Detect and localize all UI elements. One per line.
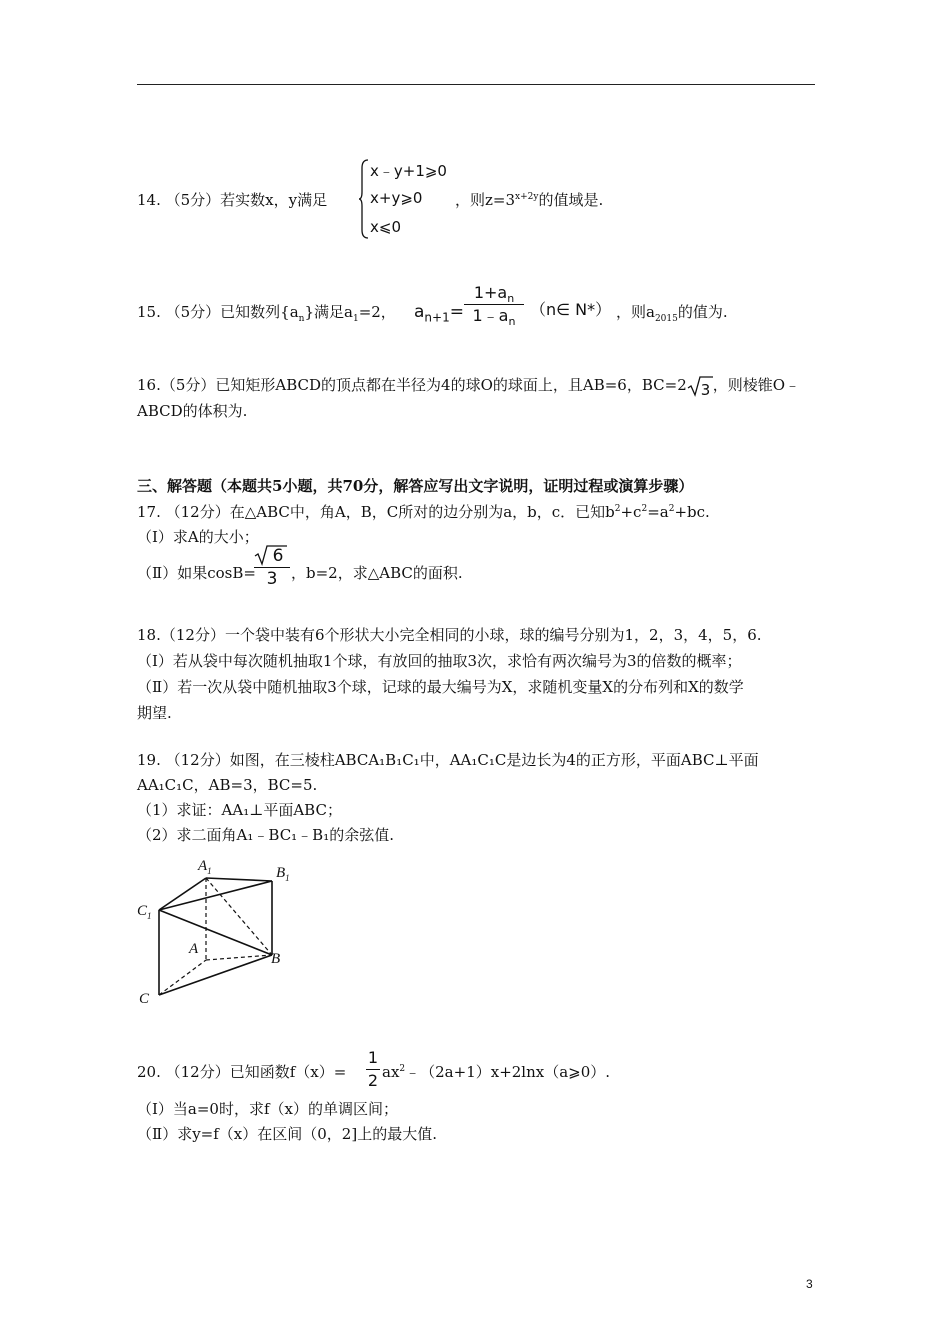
label-a: A: [189, 941, 199, 957]
q20-line-1: 20. （12分）已知函数f（x）=: [137, 1063, 347, 1081]
q20-part-2: （Ⅱ）求y=f（x）在区间（0，2]上的最大值.: [137, 1125, 437, 1143]
q20-part-1: （Ⅰ）当a=0时，求f（x）的单调区间；: [137, 1100, 398, 1118]
q18-line-2: （Ⅰ）若从袋中每次随机抽取1个球，有放回的抽取3次，求恰有两次编号为3的倍数的概率；: [137, 652, 742, 670]
q17-part-2-end: ，b=2，求△ABC的面积.: [291, 564, 463, 582]
fraction-bar: [254, 567, 290, 568]
q17-fraction: [254, 546, 290, 589]
q19-line-2: AA₁C₁C，AB=3，BC=5.: [137, 776, 318, 794]
q19-line-1: 19. （12分）如图，在三棱柱ABCA₁B₁C₁中，AA₁C₁C是边长为4的正方形，平面ABC⊥平面: [137, 751, 759, 769]
q14-suffix-text: ，则z=3: [455, 191, 516, 209]
q15-domain: （n∈ N*）: [530, 300, 612, 319]
q20-frac-den: 2: [367, 1071, 379, 1090]
fraction-bar: [464, 304, 524, 305]
edge-c1-a1: [159, 878, 206, 910]
label-c: C: [139, 991, 150, 1007]
q14-prefix: 14. （5分）若实数x，y满足: [137, 191, 328, 209]
q15-lhs: $a_{n+1}=$: [414, 302, 464, 325]
q15-prefix-b: }满足a: [304, 303, 353, 321]
q14-suffix-end: 的值域是.: [538, 191, 604, 209]
header-rule: [137, 84, 815, 85]
q16-line-2: ABCD的体积为.: [137, 402, 248, 420]
label-b1: $B_1$: [276, 865, 290, 883]
q16-sqrt-value: 3: [700, 381, 711, 399]
fraction-bar: [366, 1069, 380, 1070]
q15-frac-num: $1+a_n$: [473, 283, 515, 306]
q20-line-1-end: $ax^2﹣(2a+1)x+2\ln x(a⩾0)$.: [382, 1063, 611, 1081]
q14-system: [358, 158, 458, 240]
edge-c1-b1: [159, 881, 272, 910]
edge-c-b: [159, 955, 272, 995]
q14-condition-3: x⩽0: [370, 218, 401, 236]
q15-lhs-a: a: [414, 302, 425, 322]
q15-prefix-c: =2，: [358, 303, 396, 321]
q14-condition-1: x﹣y+1⩾0: [370, 162, 447, 180]
page-number: 3: [806, 1277, 813, 1291]
q17-part-2: （Ⅱ）如果cosB=: [137, 564, 256, 582]
q15-suffix: ，则$a_{2015}$的值为.: [616, 303, 728, 324]
q17-frac-den: 3: [266, 569, 278, 589]
q15-lhs-sub: n+1: [424, 310, 450, 325]
q17-part-1: （Ⅰ）求A的大小；: [137, 528, 259, 546]
q15-prefix: 15. （5分）已知数列{a: [137, 303, 299, 321]
q20-fraction: [366, 1048, 380, 1091]
q20-frac-num: 1: [367, 1048, 379, 1067]
q18-line-1: 18.（12分）一个袋中装有6个形状大小完全相同的小球，球的编号分别为1，2，3，4，5，6.: [137, 626, 762, 644]
q14-line: [137, 190, 327, 210]
q15-frac-den: $1﹣a_n$: [472, 306, 516, 329]
q19-part-1: （1）求证：AA₁⊥平面ABC；: [137, 801, 342, 819]
label-c1: $C_1$: [137, 903, 152, 921]
q15-line: [137, 302, 396, 322]
q16-line-1: 16.（5分）已知矩形ABCD的顶点都在半径为4的球O的球面上，且AB=6，BC=2 3 ，则棱锥O﹣: [137, 376, 801, 399]
q14-condition-2: x+y⩾0: [370, 189, 423, 207]
q17-frac-num: 6: [254, 546, 290, 566]
q15-fraction: [464, 283, 524, 329]
left-brace-icon: [358, 158, 370, 240]
edge-c1-b: [159, 910, 272, 955]
q14-suffix: [455, 190, 603, 210]
hidden-edge-c-a: [159, 960, 206, 995]
q15-sub-n: n: [298, 314, 305, 324]
label-a1: $A_1$: [198, 858, 212, 876]
q18-line-3: （Ⅱ）若一次从袋中随机抽取3个球，记球的最大编号为X，求随机变量X的分布列和X的数学: [137, 678, 744, 696]
label-b: B: [271, 951, 281, 967]
q17-line-1: 17. （12分）在△ABC中，角A，B，C所对的边分别为a，b，c．已知$b^2+c^2=a^2+bc$.: [137, 503, 710, 521]
section-title: 三、解答题（本题共5小题，共70分，解答应写出文字说明，证明过程或演算步骤）: [137, 477, 694, 495]
q19-part-2: （2）求二面角A₁﹣BC₁﹣B₁的余弦值.: [137, 826, 394, 844]
q18-line-4: 期望.: [137, 704, 172, 722]
q14-exponent: x+2y: [515, 192, 539, 202]
edge-a1-b1: [206, 878, 272, 881]
q15-sub-1: 1: [352, 314, 359, 324]
